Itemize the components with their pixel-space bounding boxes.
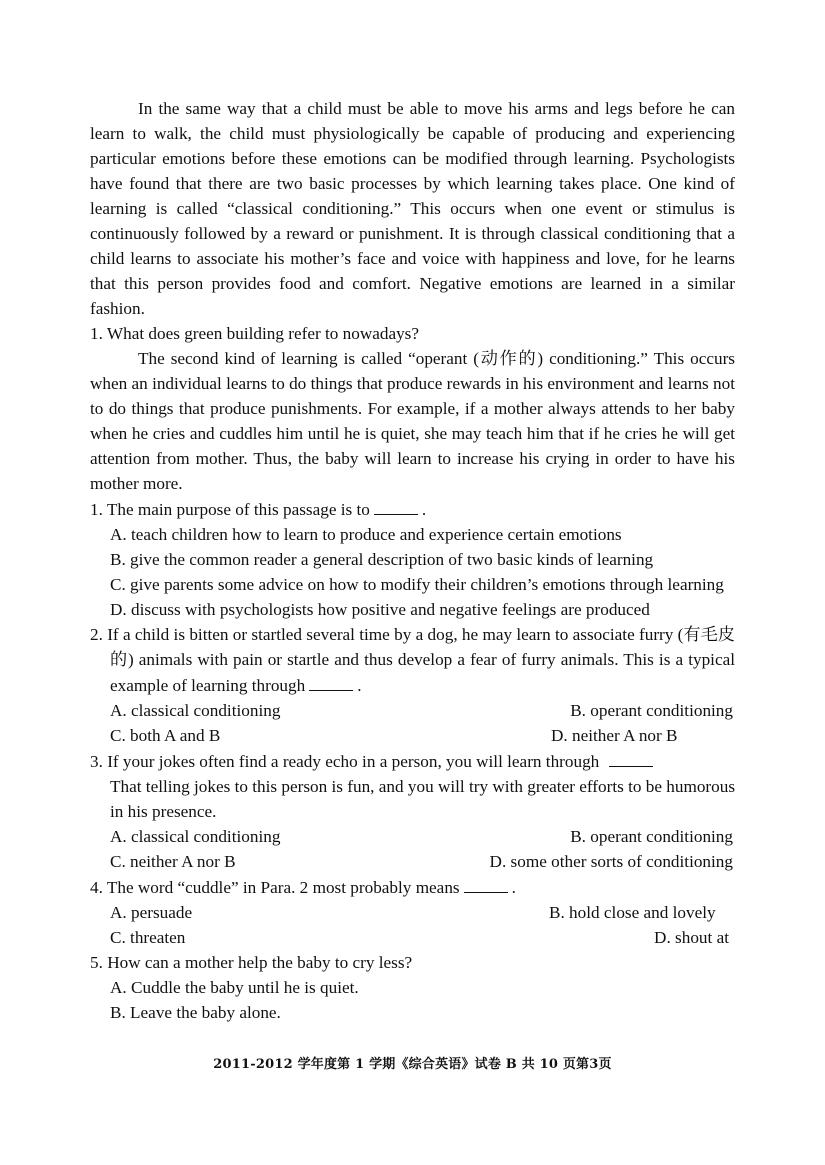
question-3-options-row-1 xyxy=(90,824,735,849)
question-5-stem: 5. How can a mother help the baby to cry less? xyxy=(90,953,413,972)
question-2-options-row-2 xyxy=(90,723,735,748)
question-2-stem: 2. If a child is bitten or startled several time by a dog, he may learn to associate furry (有毛皮的) animals with pain or startle and thus develop a fear of furry animals. This is a typical example of learning through xyxy=(90,625,735,695)
question-1-option-c: C. give parents some advice on how to modify their children’s emotions through learning xyxy=(110,575,724,594)
question-2-option-b: B. operant conditioning xyxy=(570,701,733,720)
exam-page xyxy=(90,96,735,1025)
question-3-option-c: C. neither A nor B xyxy=(110,852,236,871)
question-3-option-a: A. classical conditioning xyxy=(110,827,281,846)
answer-blank xyxy=(309,672,353,691)
question-2-option-a: A. classical conditioning xyxy=(110,701,281,720)
question-2-option-c: C. both A and B xyxy=(110,726,221,745)
question-4-options-row-2 xyxy=(90,925,735,950)
answer-blank xyxy=(609,748,653,767)
question-3-option-b: B. operant conditioning xyxy=(570,827,733,846)
question-1-option-a: A. teach children how to learn to produce and experience certain emotions xyxy=(110,525,622,544)
stray-question-line: 1. What does green building refer to nowadays? xyxy=(90,324,420,343)
question-5-option-a: A. Cuddle the baby until he is quiet. xyxy=(110,978,359,997)
question-5 xyxy=(90,950,735,975)
question-1-stem: 1. The main purpose of this passage is to xyxy=(90,500,370,519)
page-footer: 2011-2012 学年度第 1 学期《综合英语》试卷 B 共 10 页第3页 xyxy=(213,1057,612,1072)
question-4-option-b: B. hold close and lovely xyxy=(549,903,716,922)
question-4-option-a: A. persuade xyxy=(110,903,193,922)
passage-paragraph-2: The second kind of learning is called “operant (动作的) conditioning.” This occurs when an individual learns to do things that produce rewards in his environment and learns not to do things that produce punishments. For example, if a mother always attends to her baby when he cries and cuddles him until he is quiet, she may teach him that if he cries he will get attention from mother. Thus, the baby will learn to increase his crying in order to have his mother more. xyxy=(90,349,735,493)
question-3-option-d: D. some other sorts of conditioning xyxy=(489,852,733,871)
question-4: 4. The word “cuddle” in Para. 2 most probably means . xyxy=(90,874,735,900)
question-4-stem: 4. The word “cuddle” in Para. 2 most probably means xyxy=(90,878,460,897)
question-3-stem-continued: That telling jokes to this person is fun, and you will try with greater efforts to be humorous in his presence. xyxy=(110,777,736,821)
question-1-option-d: D. discuss with psychologists how positive and negative feelings are produced xyxy=(110,600,650,619)
question-2: 2. If a child is bitten or startled several time by a dog, he may learn to associate furry (有毛皮的) animals with pain or startle and thus develop a fear of furry animals. This is a typical example of learning through . xyxy=(90,625,735,695)
question-4-option-d: D. shout at xyxy=(654,928,729,947)
question-5-option-b: B. Leave the baby alone. xyxy=(110,1003,281,1022)
question-2-option-d: D. neither A nor B xyxy=(551,726,678,745)
question-1: 1. The main purpose of this passage is to . xyxy=(90,496,735,522)
question-2-options-row-1 xyxy=(90,698,735,723)
answer-blank xyxy=(464,874,508,893)
answer-blank xyxy=(374,496,418,515)
passage-paragraph-1: In the same way that a child must be able to move his arms and legs before he can learn to walk, the child must physiologically be capable of producing and experiencing particular emotions before these emotions can be modified through learning. Psychologists have found that there are two basic processes by which learning takes place. One kind of learning is called “classical conditioning.” This occurs when one event or stimulus is continuously followed by a reward or punishment. It is through classical conditioning that a child learns to associate his mother’s face and voice with happiness and love, for he learns that this person provides food and comfort. Negative emotions are learned in a similar fashion. xyxy=(90,99,735,318)
question-4-options-row-1 xyxy=(90,900,735,925)
question-3 xyxy=(90,748,735,774)
question-4-option-c: C. threaten xyxy=(110,928,186,947)
question-1-option-b: B. give the common reader a general description of two basic kinds of learning xyxy=(110,550,654,569)
question-3-stem: 3. If your jokes often find a ready echo in a person, you will learn through xyxy=(90,752,600,771)
question-3-options-row-2 xyxy=(90,849,735,874)
